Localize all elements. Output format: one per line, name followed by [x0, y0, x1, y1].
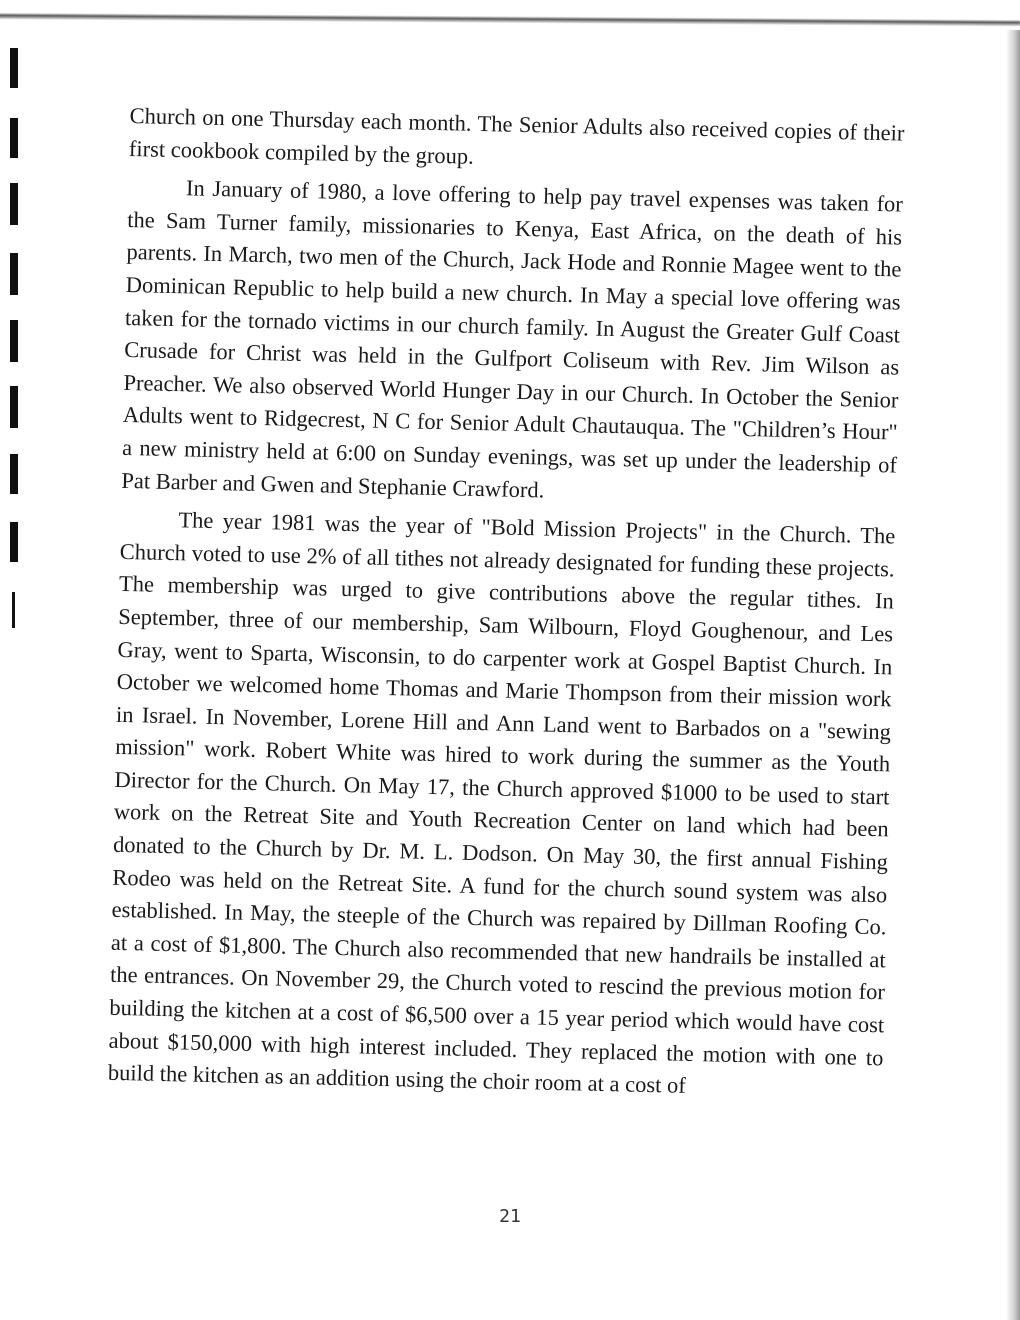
- scan-right-edge-shadow: [1006, 30, 1020, 1320]
- binding-hole: [12, 592, 15, 628]
- document-body: [107, 100, 904, 1113]
- binding-hole: [10, 320, 18, 362]
- page-number: 21: [499, 1206, 521, 1227]
- binding-hole: [10, 48, 18, 88]
- paragraph: In January of 1980, a love offering to help pay travel expenses was taken for the Sam Turner family, missionaries to Kenya, East Africa, on the death of his parents. In March, two men of the Church, Jack Hode and Ronnie Magee went to the Dominican Republic to help build a new church. In May a special love offering was taken for the tornado victims in our church family. In August the Greater Gulf Coast Crusade for Christ was held in the Gulfport Coliseum with Rev. Jim Wilson as Preacher. We also observed World Hunger Day in our Church. In October the Senior Adults went to Ridgecrest, N C for Senior Adult Chautauqua. The "Children’s Hour" a new ministry held at 6:00 on Sunday evenings, was set up under the leadership of Pat Barber and Gwen and Stephanie Crawford.: [121, 175, 904, 503]
- binding-hole: [10, 454, 18, 494]
- binding-hole: [10, 183, 18, 225]
- binding-holes: [0, 40, 30, 680]
- paragraph: Church on one Thursday each month. The Senior Adults also received copies of their first cookbook compiled by the group.: [128, 102, 905, 169]
- scan-top-edge-shadow: [0, 0, 1020, 35]
- binding-hole: [10, 522, 18, 562]
- paragraph: The year 1981 was the year of "Bold Mission Projects" in the Church. The Church voted to use 2% of all tithes not already designated for funding these projects. The membership was urged to give contributions above the regular tithes. In September, three of our membership, Sam Wilbourn, Floyd Goughenour, and Les Gray, went to Sparta, Wisconsin, to do carpenter work at Gospel Baptist Church. In October we welcomed home Thomas and Marie Thompson from their mission work in Israel. In November, Lorene Hill and Ann Land went to Barbados on a "sewing mission" work. Robert White was hired to work during the summer as the Youth Director for the Church. On May 17, the Church approved $1000 to be used to start work on the Retreat Site and Youth Recreation Center on land which had been donated to the Church by Dr. M. L. Dodson. On May 30, the first annual Fishing Rodeo was held on the Retreat Site. A fund for the church sound system was also established. In May, the steeple of the Church was repaired by Dillman Roofing Co. at a cost of $1,800. The Church also recommended that new handrails be installed at the entrances. On November 29, the Church voted to rescind the previous motion for building the kitchen at a cost of $6,500 over a 15 year period which would have cost about $150,000 with high interest included. They replaced the motion with one to build the kitchen as an addition using the choir room at a cost of: [107, 507, 896, 1099]
- binding-hole: [10, 118, 18, 158]
- binding-hole: [10, 386, 18, 428]
- binding-hole: [10, 253, 18, 295]
